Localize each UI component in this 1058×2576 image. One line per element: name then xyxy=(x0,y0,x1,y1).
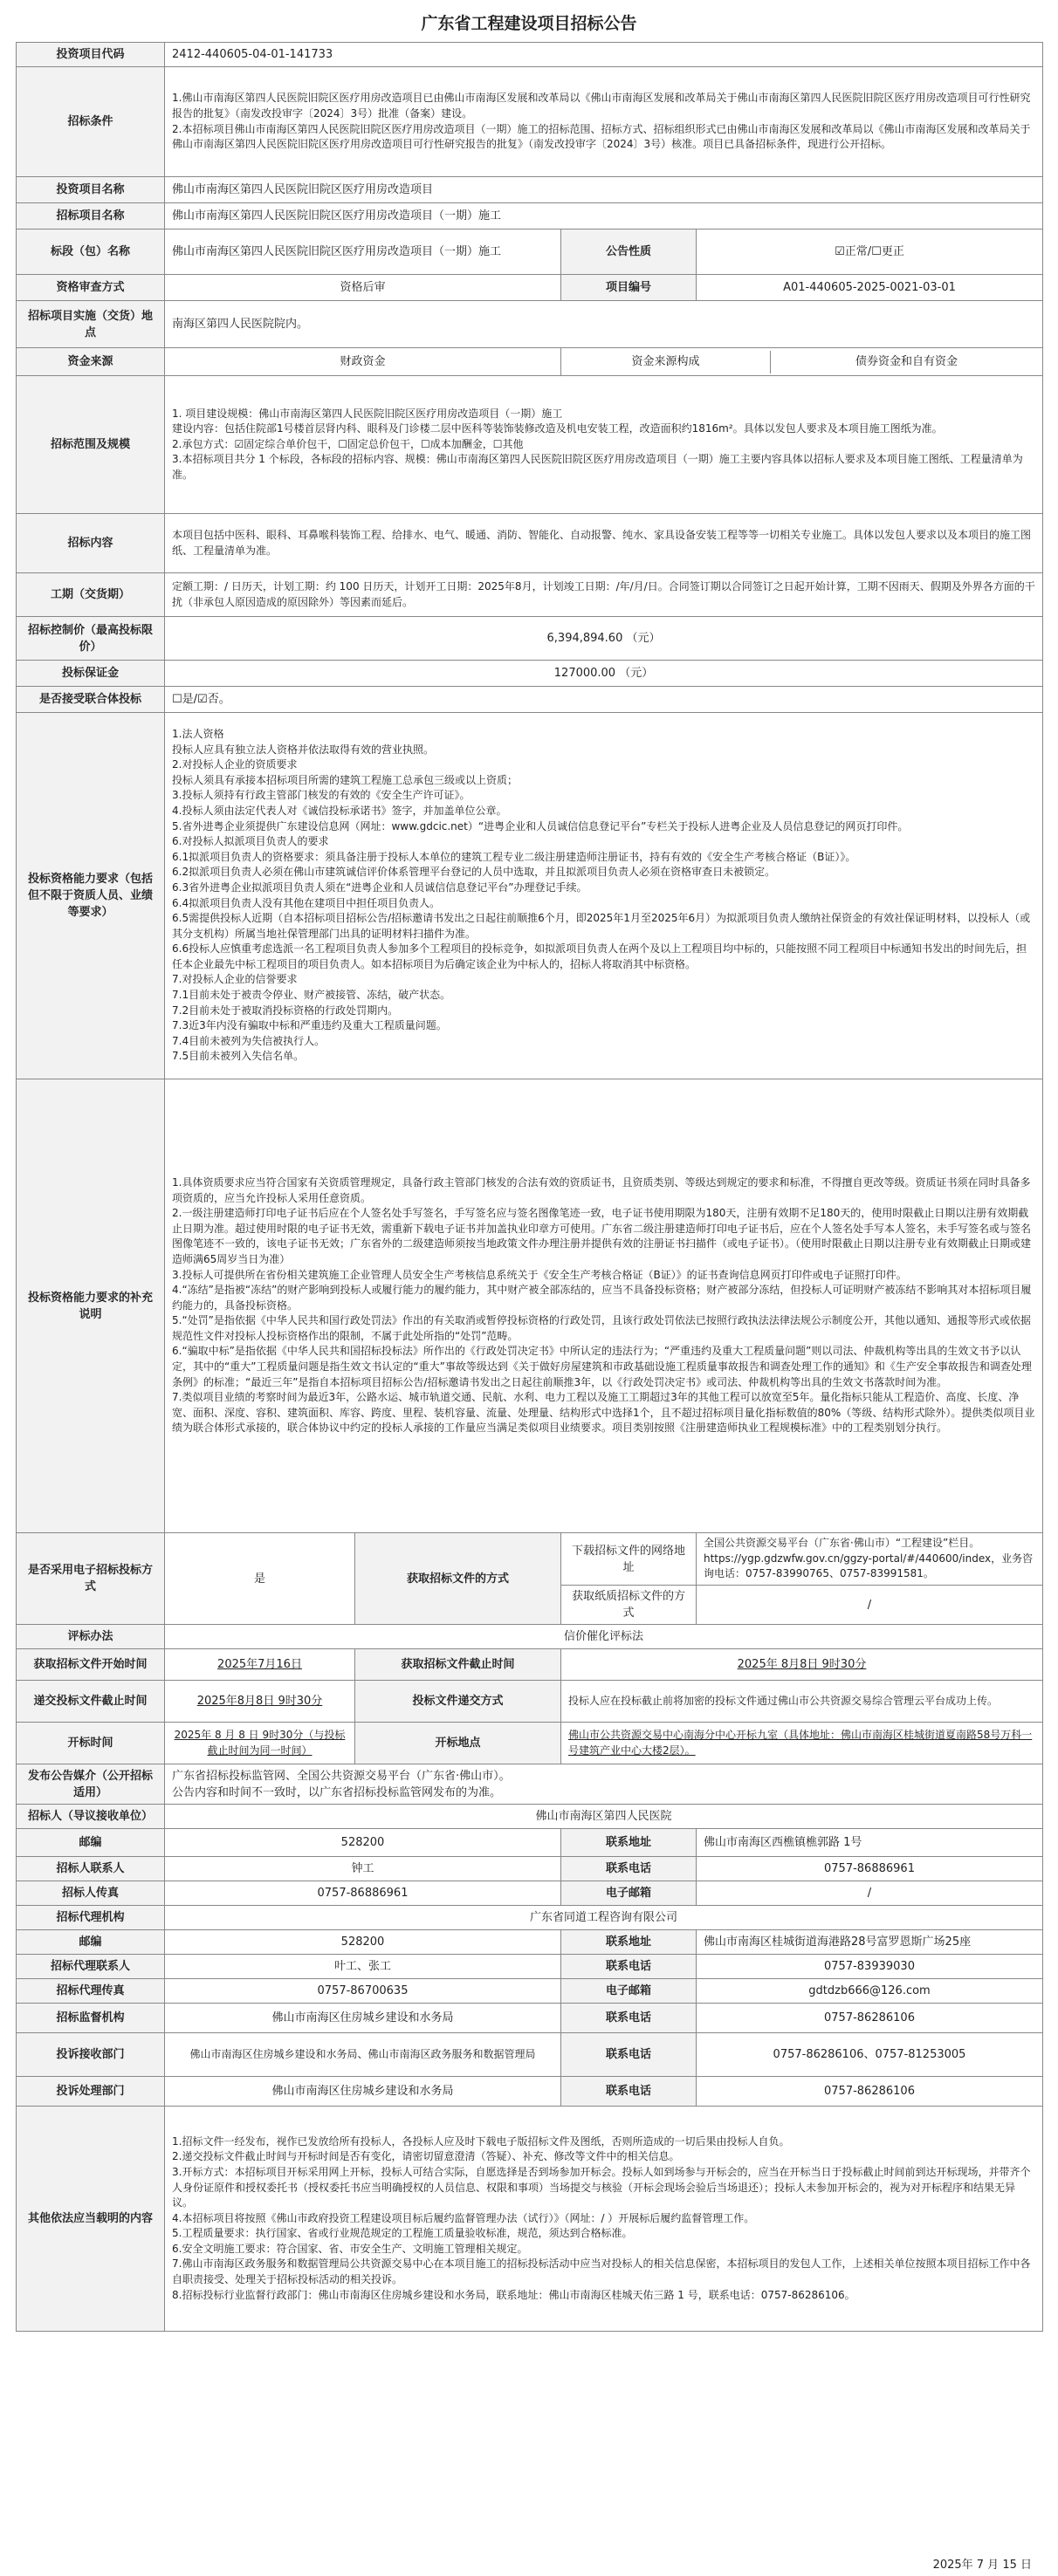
qual-line: 6.2拟派项目负责人必须在佛山市建筑诚信评价体系管理平台登记的人员中选取，并且拟派项目负责人必须在资格审查日未被锁定。 xyxy=(172,866,776,879)
value-proj: 佛山市南海区第四人民医院旧院区医疗用房改造项目 xyxy=(165,177,1043,203)
qual-line: 7.1目前未处于被责令停业、财产被接管、冻结，破产状态。 xyxy=(172,989,451,1002)
other-line: 2.递交投标文件截止时间与开标时间是否有变化，请密切留意澄清（答疑）、补充、修改等文件中的相关信息。 xyxy=(172,2150,680,2163)
label-submit-deadline: 递交投标文件截止时间 xyxy=(17,1681,165,1723)
row-time2 xyxy=(17,1681,1043,1723)
supp-line: 3.投标人可提供所在省份相关建筑施工企业管理人员安全生产考核信息系统关于《安全生产考核合格证（B证）》的证书查询信息网页打印件或电子证照打印件。 xyxy=(172,1268,907,1281)
qual-line: 7.2目前未处于被取消投标资格的行政处罚期内。 xyxy=(172,1004,399,1017)
label-t-post: 邮编 xyxy=(17,1829,165,1857)
label-complaint: 投诉接收部门 xyxy=(17,2033,165,2077)
qual-line: 7.对投标人企业的信誉要求 xyxy=(172,973,298,986)
value-t-fax: 0757-86886961 xyxy=(165,1881,561,1906)
row-tenderer xyxy=(17,1805,1043,1829)
label-proj: 投资项目名称 xyxy=(17,177,165,203)
value-a-address: 佛山市南海区桂城街道海港路28号富罗恩斯广场25座 xyxy=(697,1930,1043,1955)
label-open-time: 开标时间 xyxy=(17,1723,165,1764)
label-a-email: 电子邮箱 xyxy=(561,1979,697,2004)
scope-line: 1. 项目建设规模：佛山市南海区第四人民医院旧院区医疗用房改造项目（一期）施工 xyxy=(172,407,563,420)
row-online-download xyxy=(17,1533,1043,1586)
label-t-email: 电子邮箱 xyxy=(561,1881,697,1906)
value-a-email[interactable]: gdtdzb666@126.com xyxy=(697,1979,1043,2004)
value-a-phone: 0757-83939030 xyxy=(697,1955,1043,1979)
value-get-end: 2025年 8月8日 9时30分 xyxy=(561,1649,1043,1681)
other-line: 3.开标方式：本招标项目开标采用网上开标，投标人可结合实际，自愿选择是否到场参加开标会。投标人如到场参与开标会的，应当在开标当日于投标截止时间前到达开标现场，并带齐个人身份证原件和授权委托书（授权委托书应当明确授权的人员信息、权限和事项）当场提交与核验（开标会现场会验后当场退还）；投标人未参加开标会的，视为对开标程序和结果无异议。 xyxy=(172,2165,1031,2209)
label-a-phone: 联系电话 xyxy=(561,1955,697,1979)
label-comp-phone: 联系电话 xyxy=(561,2033,697,2077)
footer-date: 2025年 7 月 15 日 xyxy=(932,2559,1032,2572)
row-method xyxy=(17,1625,1043,1649)
value-code: 2412-440605-04-01-141733 xyxy=(165,43,1043,67)
value-sup-phone: 0757-86286106 xyxy=(697,2004,1043,2033)
qual-line: 6.6投标人应慎重考虑选派一名工程项目负责人参加多个工程项目的投标竞争，如拟派项目负责人在两个及以上工程项目均中标的，只能按照不同工程项目中标通知书发出的时间先后，担任本企业最先中标工程项目的项目负责人。如本招标项目为后确定该企业为中标人的，招标人将取消其中标资格。 xyxy=(172,942,1027,970)
label-ceiling: 招标控制价（最高投标限价） xyxy=(17,617,165,661)
qual-line: 6.4拟派项目负责人没有其他在建项目中担任项目负责人。 xyxy=(172,896,441,909)
other-line: 4.本招标项目将按照《佛山市政府投资工程建设项目标后履约监督管理办法（试行）》（网址：/ ）开展标后履约监督管理工作。 xyxy=(172,2211,755,2224)
label-other: 其他依法应当载明的内容 xyxy=(17,2107,165,2332)
qual-line: 5.省外进粤企业须提供广东建设信息网（网址：www.gdcic.net）“进粤企业和人员诚信信息登记平台”专栏关于投标人进粤企业及人员信息登记的网页打印件。 xyxy=(172,819,909,832)
supp-line: 4.“冻结”是指被“冻结”的财产影响到投标人或履行能力的履约能力，其中财产被全部冻结的，应当不具备投标资格；财产被部分冻结，但投标人可证明财产被冻结不影响其对本招标项目履约能力的，具备投标资格。 xyxy=(172,1284,1032,1312)
label-content: 招标内容 xyxy=(17,514,165,573)
row-code xyxy=(17,43,1043,67)
row-scope xyxy=(17,376,1043,514)
label-cond: 招标条件 xyxy=(17,67,165,177)
qual-line: 投标人须具有承接本招标项目所需的建筑工程施工总承包三级或以上资质； xyxy=(172,773,519,786)
value-download-url[interactable]: 全国公共资源交易平台（广东省·佛山市）“工程建设”栏目。https://ygp.gdzwfw.gov.cn/ggzy-portal/#/440600/index，业务咨询电话：0757-83990765、0757-83991581。 xyxy=(697,1533,1043,1586)
label-method: 评标办法 xyxy=(17,1625,165,1649)
value-t-contact: 钟工 xyxy=(165,1857,561,1881)
value-open-time: 2025年 8 月 8 日 9时30分（与投标截止时间为同一时间） xyxy=(165,1723,355,1764)
row-proj xyxy=(17,177,1043,203)
qual-line: 3.投标人须持有行政主管部门核发的有效的《安全生产许可证》。 xyxy=(172,789,471,802)
label-t-phone: 联系电话 xyxy=(561,1857,697,1881)
value-complaint: 佛山市南海区住房城乡建设和水务局、佛山市南海区政务服务和数据管理局 xyxy=(165,2033,561,2077)
row-period xyxy=(17,573,1043,617)
value-jv: ☐是/☑否。 xyxy=(165,687,1043,713)
supp-line: 7.类似项目业绩的考察时间为最近3年，公路水运、城市轨道交通、民航、水利、电力工程以及施工工期超过3年的其他工程可以放宽至5年。量化指标只能从工程造价、高度、长度、净宽、面积、深度、容积、建筑面积、库容、跨度、里程、装机容量、流量、处理量、结构形式中选择1个，且不超过招标项目量化指标数值的80%（等级、结构形式除外）。提供类似项目业绩为联合体形式承接的，联合体协议中约定的投标人承接的工作量应当满足类似项目业绩要求。项目类别按照《注册建造师执业工程规模标准》中的工程类别划分执行。 xyxy=(172,1391,1035,1435)
qual-line: 7.4目前未被列为失信被执行人。 xyxy=(172,1034,326,1047)
row-qual xyxy=(17,713,1043,1079)
value-section: 佛山市南海区第四人民医院旧院区医疗用房改造项目（一期）施工 xyxy=(165,230,561,275)
value-supervision: 佛山市南海区住房城乡建设和水务局 xyxy=(165,2004,561,2033)
row-section xyxy=(17,230,1043,275)
row-agent-fax xyxy=(17,1979,1043,2004)
label-nature: 公告性质 xyxy=(561,230,697,275)
label-code: 投资项目代码 xyxy=(17,43,165,67)
fund-composition: 资金来源构成 xyxy=(631,355,700,368)
label-tenderer: 招标人（导议接收单位） xyxy=(17,1805,165,1829)
value-tenderer: 佛山市南海区第四人民医院 xyxy=(165,1805,1043,1829)
label-a-post: 邮编 xyxy=(17,1930,165,1955)
label-review: 资格审查方式 xyxy=(17,275,165,301)
label-get-end: 获取招标文件截止时间 xyxy=(355,1649,561,1681)
media-line: 广东省招标投标监管网、全国公共资源交易平台（广东省·佛山市）。 xyxy=(172,1769,511,1783)
value-other xyxy=(165,2107,1043,2332)
label-media: 发布公告媒介（公开招标适用） xyxy=(17,1764,165,1805)
page-title: 广东省工程建设项目招标公告 xyxy=(421,14,637,33)
row-tproj xyxy=(17,203,1043,230)
value-media xyxy=(165,1764,1043,1805)
other-line: 1.招标文件一经发布，视作已发放给所有投标人，各投标人应及时下载电子版招标文件及图纸，否则所造成的一切后果由投标人自负。 xyxy=(172,2134,790,2148)
row-ceiling xyxy=(17,617,1043,661)
row-complaint xyxy=(17,2033,1043,2077)
value-tproj: 佛山市南海区第四人民医院旧院区医疗用房改造项目（一期）施工 xyxy=(165,203,1043,230)
announcement-table xyxy=(16,42,1043,2332)
row-media xyxy=(17,1764,1043,1805)
row-cond xyxy=(17,67,1043,177)
qual-line: 4.投标人须由法定代表人对《诚信投标承诺书》签字，并加盖单位公章。 xyxy=(172,804,507,817)
scope-line: 2.承包方式：☑固定综合单价包干，☐固定总价包干，☐成本加酬金，☐其他 xyxy=(172,437,524,450)
label-bond: 投标保证金 xyxy=(17,661,165,687)
qual-line: 6.5需提供投标人近期（自本招标项目招标公告/招标邀请书发出之日起往前顺推6个月，即2025年1月至2025年6月）为拟派项目负责人缴纳社保资金的有效社保证明材料，以投标人（或其分支机构）所属当地社保管理部门出具的证明材料扫描件为准。 xyxy=(172,912,1031,940)
label-handle-phone: 联系电话 xyxy=(561,2077,697,2107)
row-handle xyxy=(17,2077,1043,2107)
supp-line: 5.“处罚”是指依据《中华人民共和国行政处罚法》作出的有关取消或暂停投标资格的行政处罚，且该行政处罚依法已按照行政执法法律法规公示制度公开，其他以通知、通报等形式或依据规范性文件对投标人投标资格作出的限制，不属于此处所指的“处罚”范畴。 xyxy=(172,1314,1031,1342)
value-project-no: A01-440605-2025-0021-03-01 xyxy=(697,275,1043,301)
label-agent: 招标代理机构 xyxy=(17,1906,165,1930)
value-t-post: 528200 xyxy=(165,1829,561,1857)
value-site: 南海区第四人民医院院内。 xyxy=(165,301,1043,348)
label-jv: 是否接受联合体投标 xyxy=(17,687,165,713)
value-review: 资格后审 xyxy=(165,275,561,301)
qual-line: 7.3近3年内没有骗取中标和严重违约及重大工程质量问题。 xyxy=(172,1019,447,1032)
value-handle: 佛山市南海区住房城乡建设和水务局 xyxy=(165,2077,561,2107)
value-period: 定额工期：/ 日历天，计划工期：约 100 日历天，计划开工日期：2025年8月，计划竣工日期：/年/月/日。合同签订期以合同签订之日起开始计算，工期不因雨天、假期及外界各方面的干扰（非承包人原因造成的原因除外）等因素而延后。 xyxy=(165,573,1043,617)
value-scope xyxy=(165,376,1043,514)
label-open-place: 开标地点 xyxy=(355,1723,561,1764)
qual-line: 6.3省外进粤企业拟派项目负责人须在“进粤企业和人员诚信信息登记平台”办理登记手续。 xyxy=(172,880,587,894)
qual-line: 1.法人资格 xyxy=(172,727,224,740)
row-supervision xyxy=(17,2004,1043,2033)
label-t-address: 联系地址 xyxy=(561,1829,697,1857)
value-bond: 127000.00 （元） xyxy=(165,661,1043,687)
label-t-contact: 招标人联系人 xyxy=(17,1857,165,1881)
label-t-fax: 招标人传真 xyxy=(17,1881,165,1906)
media-line: 公告内容和时间不一致时，以广东省招标投标监管网发布的为准。 xyxy=(172,1785,502,1799)
cond-line: 2.本招标项目佛山市南海区第四人民医院旧院区医疗用房改造项目（一期）施工的招标范围、招标方式、招标组织形式已由佛山市南海区发展和改革局以《佛山市南海区发展和改革局关于佛山市南海区第四人民医院旧院区医疗用房改造项目可行性研究报告的批复》（南发改投审字〔2024〕3号）核准。项目已具备招标条件，现进行公开招标。 xyxy=(172,122,1031,151)
row-review xyxy=(17,275,1043,301)
row-tenderer-post xyxy=(17,1829,1043,1857)
value-a-post: 528200 xyxy=(165,1930,561,1955)
value-open-place: 佛山市公共资源交易中心南海分中心开标九室（具体地址：佛山市南海区桂城街道夏南路58号万科一号建筑产业中心大楼2层）。 xyxy=(561,1723,1043,1764)
supp-line: 1.具体资质要求应当符合国家有关资质管理规定，具备行政主管部门核发的合法有效的资质证书，且资质类别、等级达到规定的要求和标准，不得擅自更改等级。资质证书须在同时具备多项资质的，应当允许投标人采用任意资质。 xyxy=(172,1175,1031,1204)
qual-line: 7.5目前未被列入失信名单。 xyxy=(172,1050,305,1063)
label-online: 是否采用电子招标投标方式 xyxy=(17,1533,165,1625)
fund-item xyxy=(561,348,1043,376)
row-time1 xyxy=(17,1649,1043,1681)
value-supp xyxy=(165,1079,1043,1533)
label-scope: 招标范围及规模 xyxy=(17,376,165,514)
label-a-contact: 招标代理联系人 xyxy=(17,1955,165,1979)
row-other xyxy=(17,2107,1043,2332)
value-a-contact: 叶工、张工 xyxy=(165,1955,561,1979)
fund-source: 债券资金和自有资金 xyxy=(770,351,1042,373)
scope-line: 3.本招标项目共分 1 个标段，各标段的招标内容、规模：佛山市南海区第四人民医院旧院区医疗用房改造项目（一期）施工主要内容具体以招标人要求及本项目施工图纸、工程量清单为准。 xyxy=(172,453,1023,481)
label-section: 标段（包）名称 xyxy=(17,230,165,275)
value-ceiling: 6,394,894.60 （元） xyxy=(165,617,1043,661)
value-content: 本项目包括中医科、眼科、耳鼻喉科装饰工程、给排水、电气、暖通、消防、智能化、自动报警、纯水、家具设备安装工程等等一切相关专业施工。具体以发包人要求以及本项目的施工图纸、工程量清单为准。 xyxy=(165,514,1043,573)
label-sup-phone: 联系电话 xyxy=(561,2004,697,2033)
label-get-start: 获取招标文件开始时间 xyxy=(17,1649,165,1681)
value-t-address: 佛山市南海区西樵镇樵郭路 1号 xyxy=(697,1829,1043,1857)
row-supp xyxy=(17,1079,1043,1533)
value-submit-deadline: 2025年8月8日 9时30分 xyxy=(165,1681,355,1723)
value-submit-method: 投标人应在投标截止前将加密的投标文件通过佛山市公共资源交易综合管理云平台成功上传。 xyxy=(561,1681,1043,1723)
label-fund: 资金来源 xyxy=(17,348,165,376)
label-qual: 投标资格能力要求（包括但不限于资质人员、业绩等要求） xyxy=(17,713,165,1079)
row-agent-post xyxy=(17,1930,1043,1955)
row-agent-contact xyxy=(17,1955,1043,1979)
other-line: 8.招标投标行业监督行政部门：佛山市南海区住房城乡建设和水务局，联系地址：佛山市南海区桂城天佑三路 1 号，联系电话：0757-86286106。 xyxy=(172,2288,855,2301)
qual-line: 投标人应具有独立法人资格并依法取得有效的营业执照。 xyxy=(172,743,435,756)
label-period: 工期（交货期） xyxy=(17,573,165,617)
row-jv xyxy=(17,687,1043,713)
label-supp: 投标资格能力要求的补充说明 xyxy=(17,1079,165,1533)
row-fund xyxy=(17,348,1043,376)
scope-line: 建设内容：包括住院部1号楼首层肾内科、眼科及门诊楼二层中医科等装饰装修改造及机电安装工程，改造面积约1816m²。具体以发包人要求及本项目施工图纸为准。 xyxy=(172,422,943,435)
value-a-fax: 0757-86700635 xyxy=(165,1979,561,2004)
fund-item: 财政资金 xyxy=(165,348,561,376)
other-line: 5.工程质量要求：执行国家、省或行业规范规定的工程施工质量验收标准，规范，须达到合格标准。 xyxy=(172,2227,633,2240)
row-tenderer-fax xyxy=(17,1881,1043,1906)
value-agent: 广东省同道工程咨询有限公司 xyxy=(165,1906,1043,1930)
value-t-email: / xyxy=(697,1881,1043,1906)
value-cond xyxy=(165,67,1043,177)
label-tproj: 招标项目名称 xyxy=(17,203,165,230)
supp-line: 2.一级注册建造师打印电子证书后应在个人签名处手写签名，手写签名应与签名图像笔迹一致，电子证书使用期限为180天，注册有效期不足180天的，使用时限截止日期以注册有效期截止日期为准。超过使用时限的电子证书无效，需重新下载电子证书并加盖执业印章方可使用。广东省二级注册建造师打印电子证书后，应在个人签名处手写本人签名，未手写签名或与签名图像笔迹不一致的，该电子证书无效；广东省外的二级建造师须按当地政策文件办理注册并提供有效的注册证书扫描件（或电子证书）。（使用时限截止日期以注册专业有效期截止日期或建造师满65周岁当日为准） xyxy=(172,1207,1032,1265)
value-handle-phone: 0757-86286106 xyxy=(697,2077,1043,2107)
supp-line: 6.“骗取中标”是指依据《中华人民共和国招标投标法》所作出的《行政处罚决定书》中所认定的违法行为；“严重违约及重大工程质量问题”则以司法、仲裁机构等出具的生效文书予以认定，其中的“重大”工程质量问题是指生效文书认定的“重大”事故等级达到《关于做好房屋建筑和市政基础设施工程质量事故报告和调查处理工作的通知》和《生产安全事故报告和调查处理条例》的标准；“最近三年”是指自本招标项目招标公告/招标邀请书发出之日起往前顺推3年，以《行政处罚决定书》或司法、仲裁机构等出具的生效文书落款时间为准。 xyxy=(172,1345,1032,1388)
label-handle: 投诉处理部门 xyxy=(17,2077,165,2107)
other-line: 6.安全文明施工要求：符合国家、省、市安全生产、文明施工管理相关规定。 xyxy=(172,2242,528,2255)
row-time3 xyxy=(17,1723,1043,1764)
label-a-fax: 招标代理传真 xyxy=(17,1979,165,2004)
label-paper: 获取纸质招标文件的方式 xyxy=(561,1586,697,1625)
value-qual xyxy=(165,713,1043,1079)
qual-line: 2.对投标人企业的资质要求 xyxy=(172,758,298,771)
label-download-url: 下载招标文件的网络地址 xyxy=(561,1533,697,1586)
qual-line: 6.对投标人拟派项目负责人的要求 xyxy=(172,835,329,848)
value-method: 信价催化评标法 xyxy=(165,1625,1043,1649)
value-get-start: 2025年7月16日 xyxy=(165,1649,355,1681)
cond-line: 1.佛山市南海区第四人民医院旧院区医疗用房改造项目已由佛山市南海区发展和改革局以《佛山市南海区发展和改革局关于佛山市南海区第四人民医院旧院区医疗用房改造项目可行性研究报告的批复》（南发改投审字〔2024〕3号）批准（备案）建设。 xyxy=(172,92,1031,120)
qual-line: 6.1拟派项目负责人的资格要求：须具备注册于投标人本单位的建筑工程专业二级注册建造师注册证书，持有有效的《安全生产考核合格证（B证）》。 xyxy=(172,850,856,863)
label-supervision: 招标监督机构 xyxy=(17,2004,165,2033)
row-agent xyxy=(17,1906,1043,1930)
label-submit-method: 投标文件递交方式 xyxy=(355,1681,561,1723)
label-site: 招标项目实施（交货）地点 xyxy=(17,301,165,348)
value-online: 是 xyxy=(165,1533,355,1625)
label-doc-method: 获取招标文件的方式 xyxy=(355,1533,561,1625)
value-t-phone: 0757-86886961 xyxy=(697,1857,1043,1881)
other-line: 7.佛山市南海区政务服务和数据管理局公共资源交易中心在本项目施工的招标投标活动中应当对投标人的相关信息保密，本招标项目的发包人工作，上述相关单位按照本项目招标工作中各自职责接受、处理关于招标投标活动的相关投诉。 xyxy=(172,2257,1031,2286)
value-nature: ☑正常/☐更正 xyxy=(697,230,1043,275)
row-site xyxy=(17,301,1043,348)
label-project-no: 项目编号 xyxy=(561,275,697,301)
row-content xyxy=(17,514,1043,573)
label-a-address: 联系地址 xyxy=(561,1930,697,1955)
value-paper: / xyxy=(697,1586,1043,1625)
row-tenderer-contact xyxy=(17,1857,1043,1881)
row-bond xyxy=(17,661,1043,687)
value-comp-phone: 0757-86286106、0757-81253005 xyxy=(697,2033,1043,2077)
